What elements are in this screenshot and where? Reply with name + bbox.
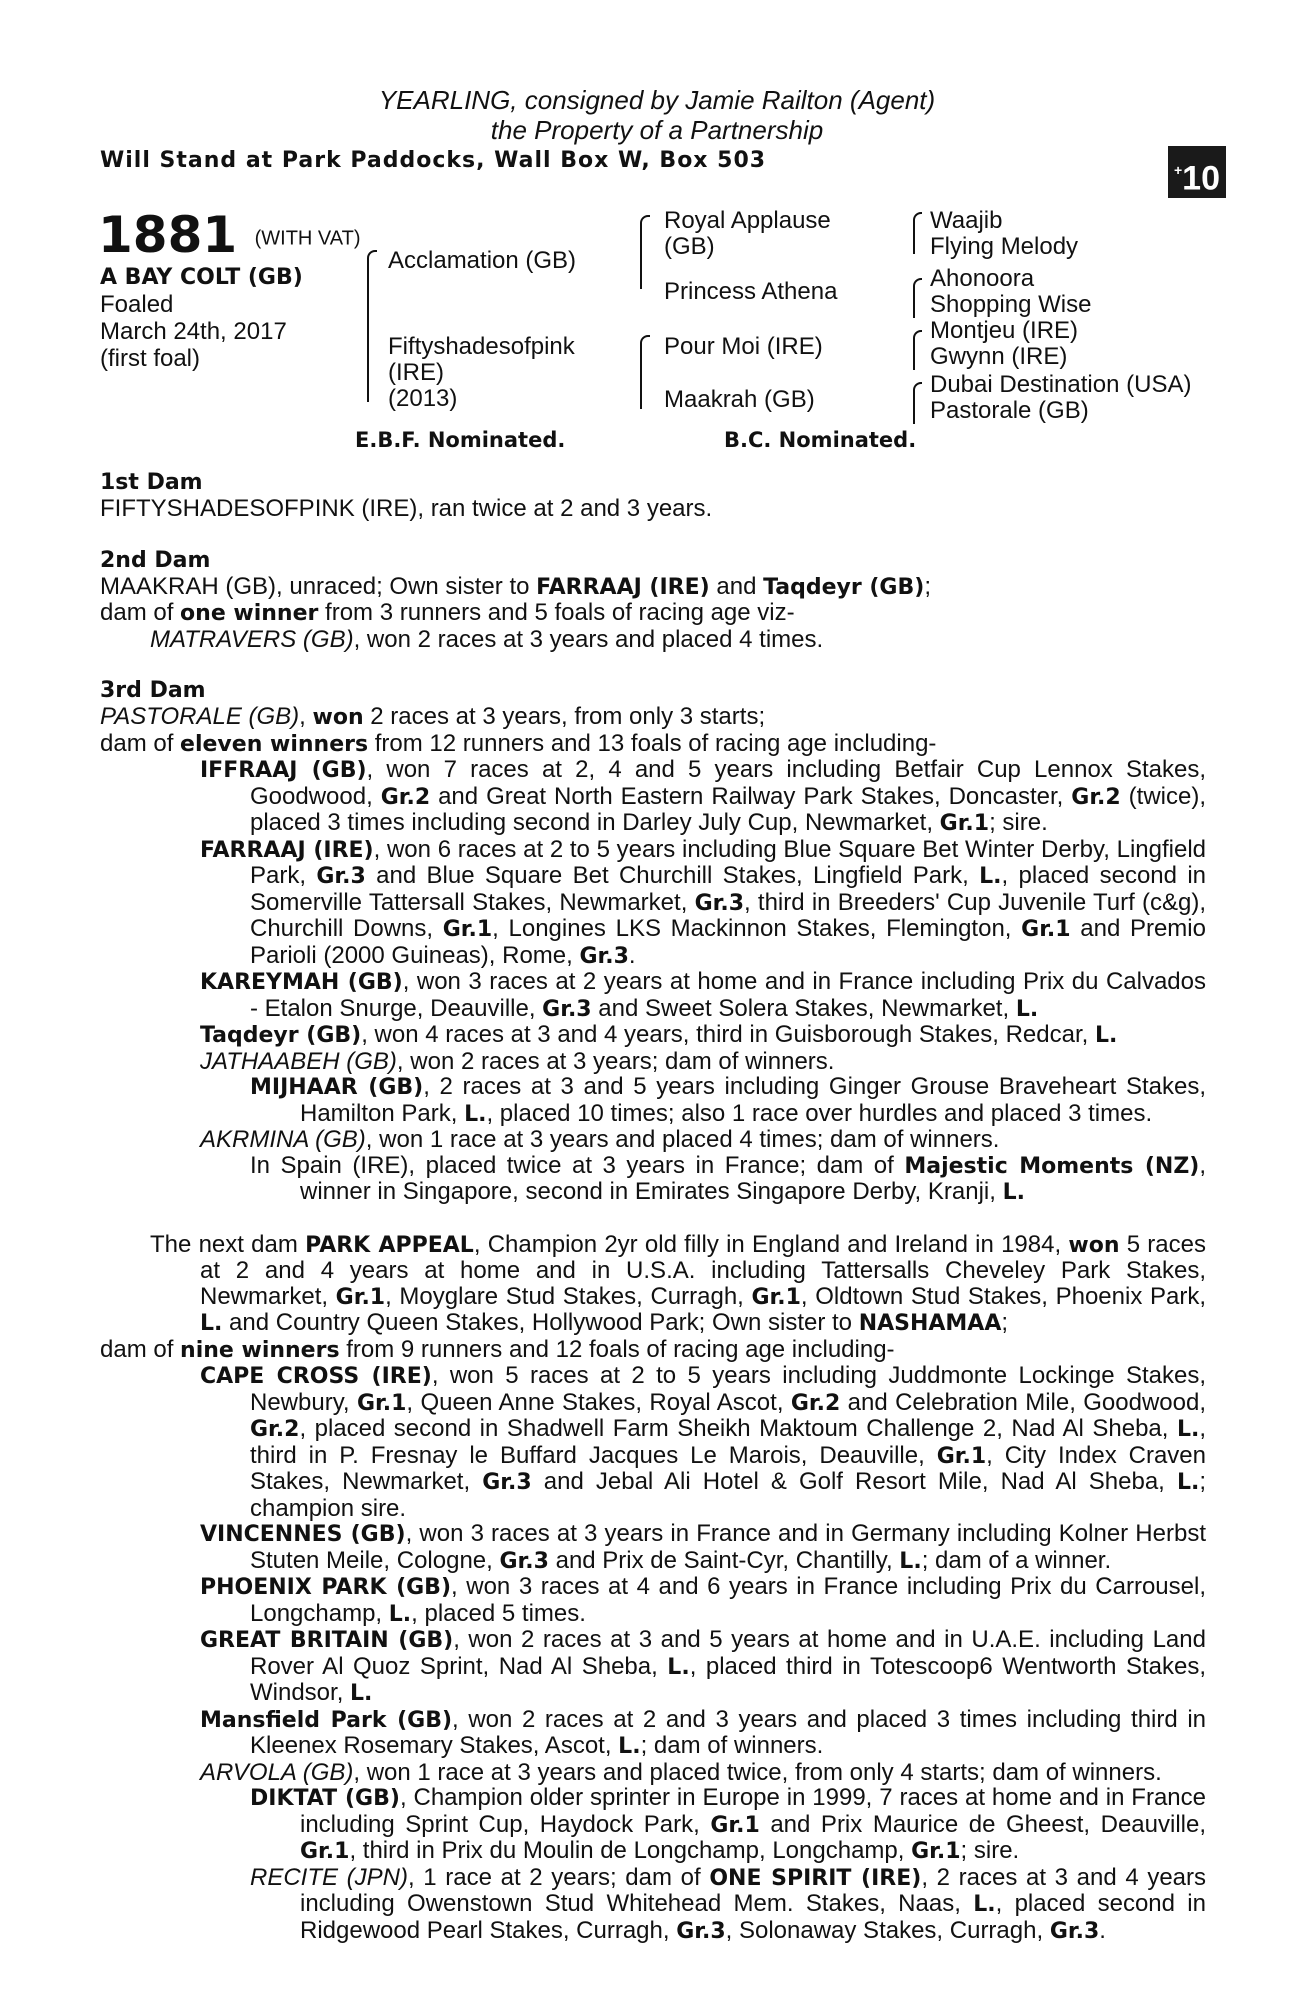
property-line: the Property of a Partnership — [490, 115, 824, 145]
produce-iffraaj: IFFRAAJ (GB), won 7 races at 2, 4 and 5 years including Betfair Cup Lennox Stakes, Goodwood, Gr.2 and Great North Eastern Railway Park Stakes, Doncaster, Gr.2 (twice), placed 3 times including second in Darley July Cup, Newmarket, Gr.1; sire. — [200, 756, 1207, 836]
third-dam-line1: PASTORALE (GB), won 2 races at 3 years, from only 3 starts; — [100, 703, 766, 730]
day-badge — [1168, 146, 1226, 198]
badge-plus: + — [1173, 162, 1183, 178]
bracket-sd — [913, 278, 922, 318]
produce-vincennes: VINCENNES (GB), won 3 races at 3 years in France and in Germany including Kolner Herbst Stuten Meile, Cologne, Gr.3 and Prix de Saint-Cyr, Chantilly, L.; dam of a winner. — [200, 1520, 1206, 1574]
pedigree-bracket-dam — [640, 335, 650, 409]
produce-akrmina: AKRMINA (GB), won 1 race at 3 years and placed 4 times; dam of winners. — [200, 1126, 1000, 1153]
gen3-ddd: Pastorale (GB) — [930, 397, 1089, 424]
bracket-ds — [913, 330, 922, 370]
bracket-ss — [913, 212, 922, 254]
produce-cape-cross: CAPE CROSS (IRE), won 5 races at 2 to 5 years including Juddmonte Lockinge Stakes, Newbury, Gr.1, Queen Anne Stakes, Royal Ascot, Gr.2 and Celebration Mile, Goodwood, Gr.2, placed second in Shadwell Farm Sheikh Maktoum Challenge 2, Nad Al Sheba, L., third in P. Fresnay le Buffard Jacques Le Marois, Deauville, Gr.1, City Index Craven Stakes, Newmarket, Gr.3 and Jebal Ali Hotel & Golf Resort Mile, Nad Al Sheba, L.; champion sire. — [200, 1362, 1206, 1522]
pedigree-dam-sire: Pour Moi (IRE) — [664, 333, 823, 360]
first-dam-text: FIFTYSHADESOFPINK (IRE), ran twice at 2 and 3 years. — [100, 495, 713, 522]
pedigree-bracket-main — [367, 250, 377, 402]
produce-kareymah: KAREYMAH (GB), won 3 races at 2 years at home and in France including Prix du Calvados - Etalon Snurge, Deauville, Gr.3 and Sweet Solera Stakes, Newmarket, L. — [200, 968, 1206, 1022]
gen3-dss: Montjeu (IRE) — [930, 317, 1079, 344]
lot-title: A BAY COLT (GB) — [100, 265, 303, 290]
ss-country: (GB) — [664, 233, 715, 260]
third-dam-heading: 3rd Dam — [100, 678, 206, 703]
first-dam-heading: 1st Dam — [100, 470, 203, 495]
next-dam-line2: dam of nine winners from 9 runners and 12 foals of racing age including- — [100, 1335, 895, 1363]
produce-diktat: DIKTAT (GB), Champion older sprinter in Europe in 1999, 7 races at home and in France including Sprint Cup, Haydock Park, Gr.1 and Prix Maurice de Gheest, Deauville, Gr.1, third in Prix du Moulin de Longchamp, Longchamp, Gr.1; sire. — [250, 1784, 1207, 1864]
stand-location: Will Stand at Park Paddocks, Wall Box W, Box 503 — [100, 148, 767, 173]
lot-number — [98, 207, 361, 267]
pedigree-bracket-sire — [640, 215, 650, 289]
pedigree-dam-country: (IRE) — [388, 359, 444, 386]
lot-number-value: 1881 — [98, 206, 238, 264]
foaled-info — [100, 291, 287, 372]
third-dam-line2: dam of eleven winners from 12 runners and 13 foals of racing age including- — [100, 729, 937, 757]
foaled-date: March 24th, 2017 — [100, 318, 287, 345]
produce-in-spain: In Spain (IRE), placed twice at 3 years in France; dam of Majestic Moments (NZ), winner in Singapore, second in Emirates Singapore Derby, Kranji, L. — [250, 1151, 1207, 1205]
second-dam-heading: 2nd Dam — [100, 547, 211, 573]
produce-taqdeyr: Taqdeyr (GB), won 4 races at 3 and 4 years, third in Guisborough Stakes, Redcar, L. — [200, 1021, 1118, 1048]
second-dam-line2: dam of one winner from 3 runners and 5 foals of racing age viz- — [100, 599, 795, 626]
gen3-dds: Dubai Destination (USA) — [930, 371, 1192, 398]
pedigree-dam-year: (2013) — [388, 385, 458, 412]
produce-recite: RECITE (JPN), 1 race at 2 years; dam of ONE SPIRIT (IRE), 2 races at 3 and 4 years including Owenstown Stud Whitehead Mem. Stakes, Naas, L., placed second in Ridgewood Pearl Stakes, Curragh, Gr.3, Solonaway Stakes, Curragh, Gr.3. — [250, 1863, 1207, 1944]
second-dam-produce: MATRAVERS (GB), won 2 races at 3 years and placed 4 times. — [150, 625, 824, 653]
produce-mansfield-park: Mansfield Park (GB), won 2 races at 2 and 3 years and placed 3 times including third in Kleenex Rosemary Stakes, Ascot, L.; dam of winners. — [200, 1705, 1207, 1759]
gen3-sdd: Shopping Wise — [930, 291, 1092, 318]
pedigree-dam-name: Fiftyshadesofpink — [388, 333, 575, 360]
foaled-label: Foaled — [100, 291, 174, 318]
produce-arvola: ARVOLA (GB), won 1 race at 3 years and placed twice, from only 4 starts; dam of winners. — [200, 1758, 1162, 1786]
catalogue-body — [100, 470, 1206, 1944]
badge-number: 10 — [1182, 159, 1220, 198]
second-dam-line1: MAAKRAH (GB), unraced; Own sister to FARRAAJ (IRE) and Taqdeyr (GB); — [100, 572, 931, 600]
produce-jathaabeh: JATHAABEH (GB), won 2 races at 3 years; dam of winners. — [200, 1047, 835, 1075]
gen3-ssd: Flying Melody — [930, 233, 1079, 260]
pedigree-sire: Acclamation (GB) — [388, 247, 577, 274]
gen3-dsd: Gwynn (IRE) — [930, 343, 1068, 370]
pedigree-dam — [388, 334, 575, 412]
gen3-sds: Ahonoora — [930, 265, 1035, 292]
produce-mijhaar: MIJHAAR (GB), 2 races at 3 and 5 years including Ginger Grouse Braveheart Stakes, Hamilton Park, L., placed 10 times; also 1 race over hurdles and placed 3 times. — [250, 1073, 1207, 1127]
bracket-dd — [913, 382, 922, 424]
next-dam-text: The next dam PARK APPEAL, Champion 2yr old filly in England and Ireland in 1984, won 5 races at 2 and 4 years at home and in U.S.A. including Tattersalls Cheveley Park Stakes, Newmarket, Gr.1, Moyglare Stud Stakes, Curragh, Gr.1, Oldtown Stud Stakes, Phoenix Park, L. and Country Queen Stakes, Hollywood Park; Own sister to NASHAMAA; — [150, 1230, 1206, 1336]
vat-note: (WITH VAT) — [254, 227, 361, 250]
pedigree-sire-sire — [664, 208, 831, 260]
gen3-sss: Waajib — [930, 207, 1003, 234]
produce-farraaj: FARRAAJ (IRE), won 6 races at 2 to 5 years including Blue Square Bet Winter Derby, Lingfield Park, Gr.3 and Blue Square Bet Churchill Stakes, Lingfield Park, L., placed second in Somerville Tattersall Stakes, Newmarket, Gr.3, third in Breeders' Cup Juvenile Turf (c&g), Churchill Downs, Gr.1, Longines LKS Mackinnon Stakes, Flemington, Gr.1 and Premio Parioli (2000 Guineas), Rome, Gr.3. — [200, 835, 1207, 969]
produce-phoenix-park: PHOENIX PARK (GB), won 3 races at 4 and 6 years in France including Prix du Carrousel, Longchamp, L., placed 5 times. — [200, 1573, 1207, 1627]
pedigree-dam-dam: Maakrah (GB) — [664, 386, 815, 413]
produce-great-britain: GREAT BRITAIN (GB), won 2 races at 3 and 5 years at home and in U.A.E. including Land Rover Al Quoz Sprint, Nad Al Sheba, L., placed third in Totescoop6 Wentworth Stakes, Windsor, L. — [200, 1626, 1207, 1706]
ss-name: Royal Applause — [664, 207, 831, 234]
bc-nominated: B.C. Nominated. — [724, 428, 917, 452]
consignor-line: YEARLING, consigned by Jamie Railton (Agent) — [378, 85, 936, 115]
ebf-nominated: E.B.F. Nominated. — [355, 428, 566, 452]
foaled-note: (first foal) — [100, 345, 201, 372]
pedigree-sire-dam: Princess Athena — [664, 278, 838, 305]
